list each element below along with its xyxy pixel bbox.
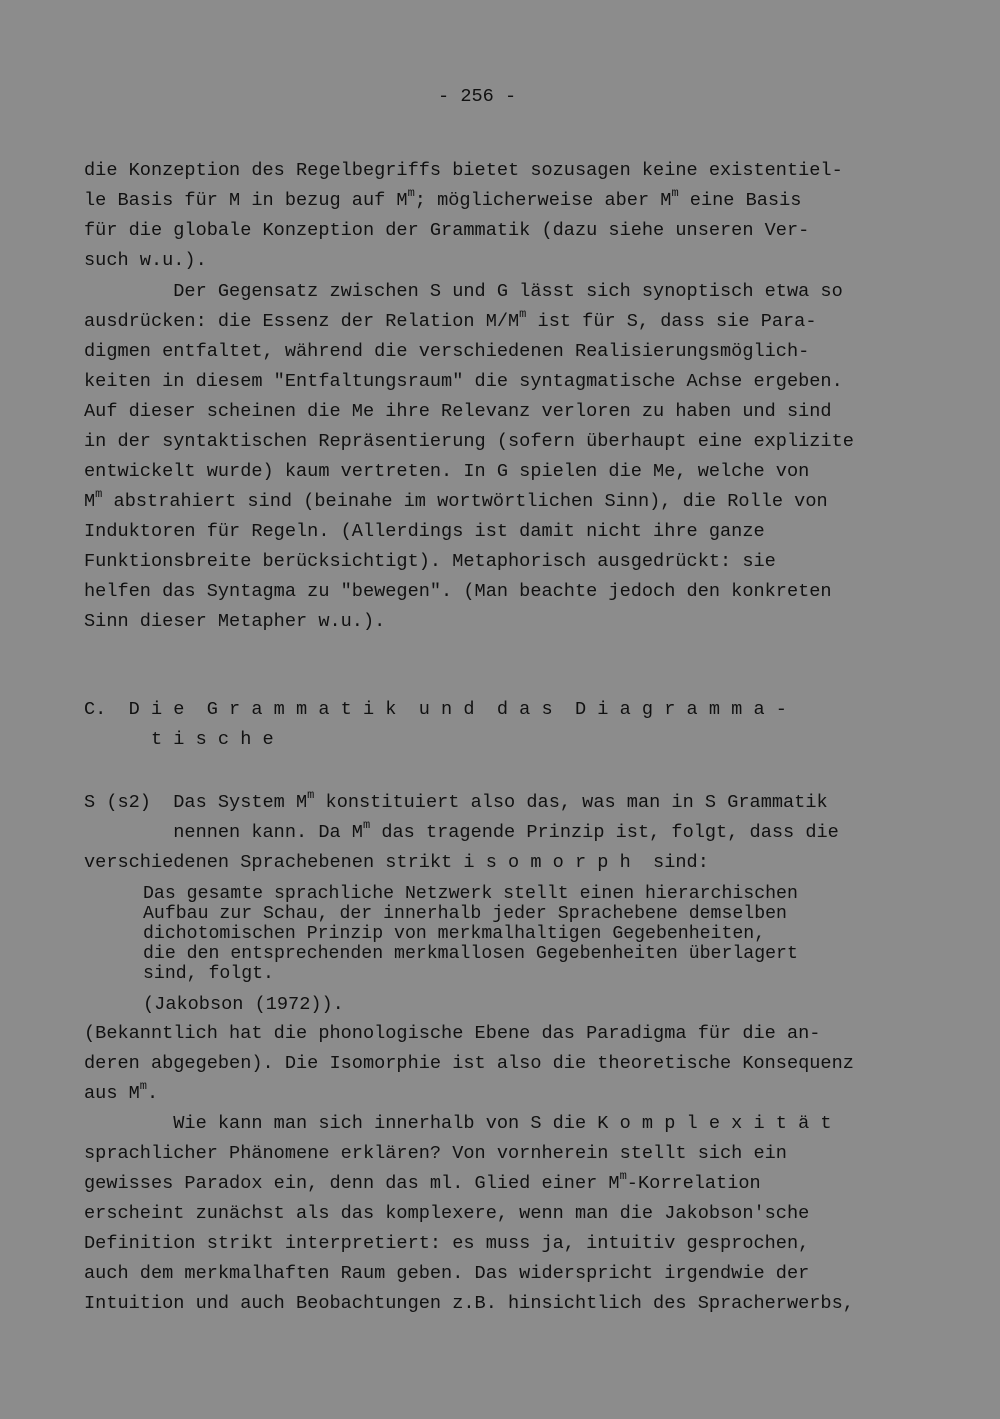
heading-line: C. D i e G r a m m a t i k u n d d a s D i a g r a m m a - (84, 699, 787, 720)
quote-line: sind, folgt. (143, 964, 274, 984)
quote-line: die den entsprechenden merkmallosen Gegebenheiten überlagert (143, 944, 798, 964)
paragraph2-line: entwickelt wurde) kaum vertreten. In G spielen die Me, welche von (84, 461, 810, 482)
paragraph1-line: die Konzeption des Regelbegriffs bietet sozusagen keine existentiel- (84, 160, 843, 181)
paragraph2-line: $M^m$ abstrahiert sind (beinahe im wortwörtlichen Sinn), die Rolle von (84, 487, 828, 512)
page-number: - 256 - (438, 86, 517, 107)
paragraph4-line: sprachlicher Phänomene erklären? Von vornherein stellt sich ein (84, 1143, 787, 1164)
section_s2-line: verschiedenen Sprachebenen strikt i s o m o r p h sind: (84, 852, 709, 873)
quote-line: dichotomischen Prinzip von merkmalhaltigen Gegebenheiten, (143, 924, 766, 944)
paragraph3-line: deren abgegeben). Die Isomorphie ist also die theoretische Konsequenz (84, 1053, 854, 1074)
paragraph4-line: Definition strikt interpretiert: es muss ja, intuitiv gesprochen, (84, 1233, 810, 1254)
paragraph3-line: (Bekanntlich hat die phonologische Ebene das Paradigma für die an- (84, 1023, 821, 1044)
section_s2-line: S (s2) Das System $M^m$ konstituiert also das, was man in S Grammatik (84, 788, 828, 813)
paragraph4-line: auch dem merkmalhaften Raum geben. Das widerspricht irgendwie der (84, 1263, 810, 1284)
paragraph2-line: Sinn dieser Metapher w.u.). (84, 611, 386, 632)
paragraph2-line: in der syntaktischen Repräsentierung (sofern überhaupt eine explizite (84, 431, 854, 452)
paragraph2-line: digmen entfaltet, während die verschiedenen Realisierungsmöglich- (84, 341, 810, 362)
paragraph1-line: für die globale Konzeption der Grammatik (dazu siehe unseren Ver- (84, 220, 810, 241)
section_s2-line: nennen kann. Da $M^m$ das tragende Prinzip ist, folgt, dass die (84, 818, 839, 843)
paragraph2-line: keiten in diesem "Entfaltungsraum" die syntagmatische Achse ergeben. (84, 371, 843, 392)
paragraph2-line: Induktoren für Regeln. (Allerdings ist damit nicht ihre ganze (84, 521, 765, 542)
quote-line: Das gesamte sprachliche Netzwerk stellt einen hierarchischen (143, 884, 798, 904)
paragraph4-line: gewisses Paradox ein, denn das ml. Glied einer $M^m$-Korrelation (84, 1169, 761, 1194)
paragraph4-line: Intuition und auch Beobachtungen z.B. hinsichtlich des Spracherwerbs, (84, 1293, 854, 1314)
paragraph4-line: erscheint zunächst als das komplexere, wenn man die Jakobson'sche (84, 1203, 810, 1224)
paragraph1-line: such w.u.). (84, 250, 207, 271)
paragraph2-line: helfen das Syntagma zu "bewegen". (Man beachte jedoch den konkreten (84, 581, 832, 602)
paragraph3-line: aus $M^m$. (84, 1079, 159, 1104)
paragraph1-line: le Basis für M in bezug auf $M^m$; möglicherweise aber $M^m$ eine Basis (84, 186, 802, 211)
citation: (Jakobson (1972)). (143, 994, 344, 1015)
paragraph2-line: Funktionsbreite berücksichtigt). Metaphorisch ausgedrückt: sie (84, 551, 776, 572)
paragraph2-line: ausdrücken: die Essenz der Relation $M/M^m$ ist für S, dass sie Para- (84, 307, 817, 332)
paragraph4-line: Wie kann man sich innerhalb von S die K o m p l e x i t ä t (84, 1113, 832, 1134)
quote-line: Aufbau zur Schau, der innerhalb jeder Sprachebene demselben (143, 904, 787, 924)
paragraph2-line: Der Gegensatz zwischen S und G lässt sich synoptisch etwa so (84, 281, 843, 302)
paragraph2-line: Auf dieser scheinen die Me ihre Relevanz verloren zu haben und sind (84, 401, 832, 422)
heading-line: t i s c h e (84, 729, 274, 750)
